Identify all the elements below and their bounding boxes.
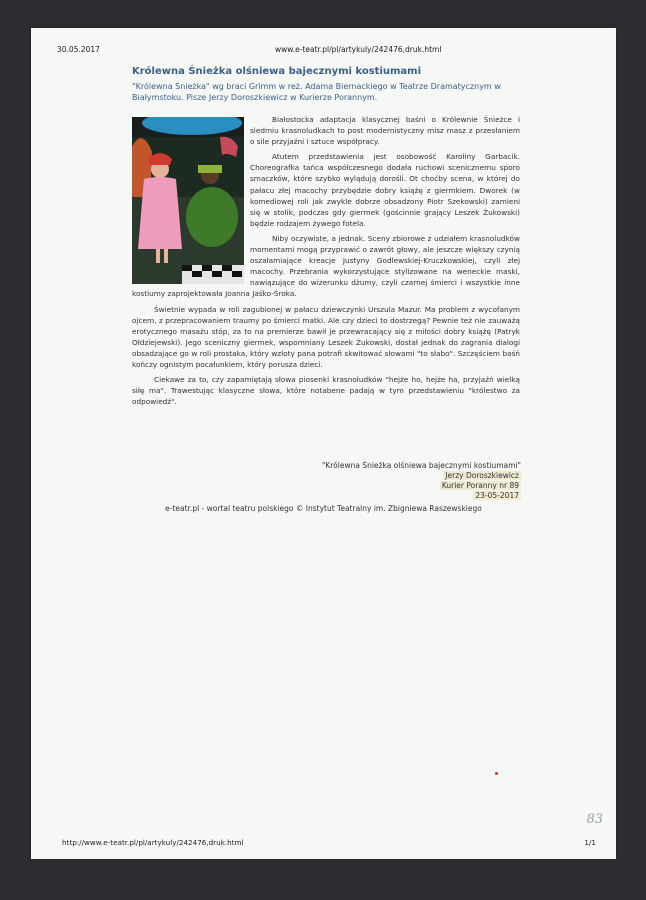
paragraph: Atutem przedstawienia jest osobowość Karoliny Garbacik. Choreografka tańca współczesnego dodała ruchowi scenicznemu sporo smaczków, które szybko wylądują dorośli. Ot choćby scena, w której do pałacu złej macochy przybędzie dobry książę z giermkiem. Dworek (w komediowej roli jak zwykle dobrze obsadzony Piotr Szekowski) zamieni się w stolik, podczas gdy giermek (gościnnie grający Leszek Żukowski) będzie rodzajem żywego fotela. <box>250 152 520 228</box>
pencil-annotation: 83 <box>586 812 603 827</box>
article-title: Królewna Śnieżka olśniewa bajecznymi kostiumami <box>132 66 422 77</box>
page-number: 1/1 <box>584 838 596 847</box>
signature-source: Kurier Poranny nr 89 <box>441 481 519 490</box>
printed-page <box>31 28 616 859</box>
bottom-url: http://www.e-teatr.pl/pl/artykuly/242476,druk.html <box>62 838 244 847</box>
paragraph: Białostocka adaptacja klasycznej baśni o Królewnie Śnieżce i siedmiu krasnoludkach to post modernistyczny misz masz z przesłaniem o sile przyjaźni i sztuce współpracy. <box>250 115 520 147</box>
page-footer: e-teatr.pl - wortal teatru polskiego © Instytut Teatralny im. Zbigniewa Raszewskiego <box>165 504 482 513</box>
paragraph: Ciekawe za to, czy zapamiętają słowa piosenki krasnoludków "hejże ho, hejże ha, przyjaźń wielką siłę ma". Trawestując klasyczne słowa, które notabene padają w tym przedstawieniu "królestwo za odpowiedź". <box>132 375 520 407</box>
stage-photo <box>132 117 244 284</box>
print-date: 30.05.2017 <box>57 45 100 54</box>
signature-date: 23-05-2017 <box>475 491 519 500</box>
signature-title: "Królewna Śnieżka olśniewa bajecznymi kostiumami" <box>321 461 521 470</box>
signature-block <box>322 461 521 501</box>
signature-author: Jerzy Doroszkiewicz <box>445 471 519 480</box>
paragraph: Niby oczywiste, a jednak. Sceny zbiorowe z udziałem krasnoludków momentami mogą przyprawić o zawrót głowy, ale jeszcze większy czynią oszałamiające kreacje Justyny Godlewskiej-Kruczkowskiej, czyli złej macochy. Przebrania wykorzystujące stylizowane na weneckie maski, nawiązujące do wizerunku dżumy, czyli czarnej śmierci i wszystkie inne kostiumy zaprojektowała Joanna Jaśko-Śroka. <box>132 233 520 299</box>
print-url: www.e-teatr.pl/pl/artykuly/242476,druk.html <box>275 45 442 54</box>
article-lead: "Królewna Śnieżka" wg braci Grimm w reż. Adama Biernackiego w Teatrze Dramatycznym w Białymstoku. Pisze Jerzy Doroszkiewicz w Kurierze Porannym. <box>132 82 501 102</box>
paragraph: Świetnie wypada w roli zagubionej w pałacu dziewczynki Urszula Mazur. Ma problem z wycofanym ojcem, z przepracowaniem traumy po śmierci matki. Ale czy dzieci to dostrzegą? Pewnie też nie zauważą erotycznego masażu stóp, za to na premierze bawił je przewracający się z miłości dobry książę (Patryk Ołdziejewski). Jego sceniczny giermek, wspomniany Leszek Żukowski, dostał jednak do zagrania dialogi obsadzające go w roli prostaka, który wzloty pana potrafi skwitować słowami "to słabo". Szczęściem baśń kończy ognistym pocałunkiem, który porusza dzieci. <box>132 304 520 369</box>
ink-dot <box>495 772 498 775</box>
